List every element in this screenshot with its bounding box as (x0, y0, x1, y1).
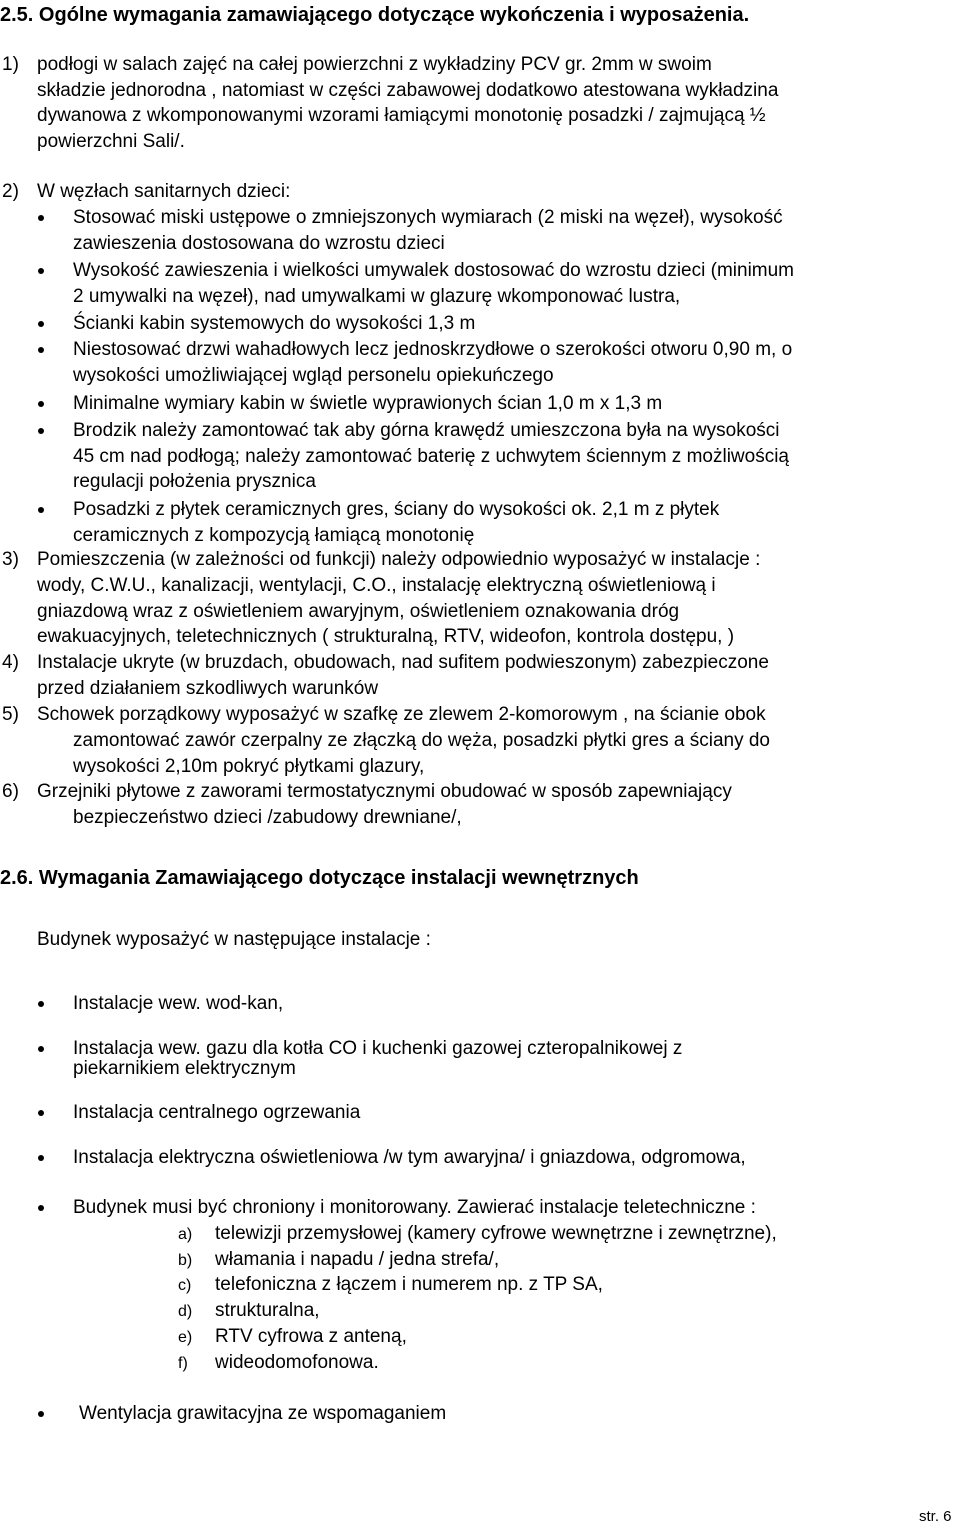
bullet-icon (38, 347, 44, 353)
bullet-icon (38, 1001, 44, 1007)
bullet-icon (38, 215, 44, 221)
sub-item-text: włamania i napadu / jedna strefa/, (215, 1249, 500, 1270)
sub-item-letter: a) (178, 1226, 193, 1243)
sub-item-letter: f) (178, 1355, 188, 1372)
item3-line-2: wody, C.W.U., kanalizacji, wentylacji, C.O., instalację elektryczną oświetleniową i (37, 575, 716, 596)
item1-line-3: dywanowa z wkomponowanymi wzorami łamiącymi monotonię posadzki / zajmującą ½ (37, 105, 766, 126)
installation-bullet-gas-line-2: piekarnikiem elektrycznym (73, 1058, 296, 1079)
item-number-5: 5) (2, 704, 19, 725)
item5-line-1: Schowek porządkowy wyposażyć w szafkę ze zlewem 2-komorowym , na ścianie obok (37, 704, 766, 725)
section-heading-2-6: 2.6. Wymagania Zamawiającego dotyczące instalacji wewnętrznych (0, 867, 639, 889)
item3-line-1: Pomieszczenia (w zależności od funkcji) należy odpowiednio wyposażyć w instalacje : (37, 549, 761, 570)
sanitary-bullet-2-line-2: 2 umywalki na węzeł), nad umywalkami w glazurę wkomponować lustra, (73, 286, 681, 307)
item3-line-3: gniazdową wraz z oświetleniem awaryjnym, oświetleniem oznakowania dróg (37, 601, 680, 622)
bullet-icon (38, 1411, 44, 1417)
installation-bullet-water: Instalacje wew. wod-kan, (73, 993, 284, 1014)
section-heading-2-5: 2.5. Ogólne wymagania zamawiającego dotyczące wykończenia i wyposażenia. (0, 4, 750, 26)
sub-item-text: strukturalna, (215, 1300, 320, 1321)
item1-line-1: podłogi w salach zajęć na całej powierzchni z wykładziny PCV gr. 2mm w swoim (37, 54, 712, 75)
item-number-3: 3) (2, 549, 19, 570)
sub-item-letter: c) (178, 1277, 192, 1294)
sanitary-bullet-6-line-3: regulacji położenia prysznica (73, 471, 316, 492)
bullet-icon (38, 428, 44, 434)
bullet-icon (38, 1110, 44, 1116)
sub-item-text: telewizji przemysłowej (kamery cyfrowe wewnętrzne i zewnętrzne), (215, 1223, 777, 1244)
sanitary-bullet-4-line-2: wysokości umożliwiającej wgląd personelu opiekuńczego (73, 365, 554, 386)
sanitary-bullet-1-line-1: Stosować miski ustępowe o zmniejszonych wymiarach (2 miski na węzeł), wysokość (73, 207, 783, 228)
sanitary-bullet-7-line-1: Posadzki z płytek ceramicznych gres, ściany do wysokości ok. 2,1 m z płytek (73, 499, 720, 520)
item1-line-4: powierzchni Sali/. (37, 131, 185, 152)
item-number-6: 6) (2, 781, 19, 802)
item-number-4: 4) (2, 652, 19, 673)
bullet-icon (38, 1046, 44, 1052)
sanitary-bullet-3-line-1: Ścianki kabin systemowych do wysokości 1,3 m (73, 313, 476, 334)
item3-line-4: ewakuacyjnych, teletechnicznych ( strukturalną, RTV, wideofon, kontrola dostępu, ) (37, 626, 735, 647)
item4-line-1: Instalacje ukryte (w bruzdach, obudowach, nad sufitem podwieszonym) zabezpieczone (37, 652, 769, 673)
page-number: str. 6 (919, 1508, 952, 1525)
item-number-1: 1) (2, 54, 19, 75)
sanitary-bullet-6-line-1: Brodzik należy zamontować tak aby górna krawędź umieszczona była na wysokości (73, 420, 780, 441)
item5-line-2: zamontować zawór czerpalny ze złączką do węża, posadzki płytki gres a ściany do (73, 730, 770, 751)
item6-line-2: bezpieczeństwo dzieci /zabudowy drewniane/, (73, 807, 462, 828)
sub-item-letter: e) (178, 1329, 193, 1346)
item6-line-1: Grzejniki płytowe z zaworami termostatycznymi obudować w sposób zapewniający (37, 781, 732, 802)
sanitary-bullet-2-line-1: Wysokość zawieszenia i wielkości umywalek dostosować do wzrostu dzieci (minimum (73, 260, 795, 281)
sanitary-bullet-7-line-2: ceramicznych z kompozycją łamiącą monotonię (73, 525, 475, 546)
installation-bullet-electrical: Instalacja elektryczna oświetleniowa /w tym awaryjna/ i gniazdowa, odgromowa, (73, 1147, 746, 1168)
installation-bullet-heating: Instalacja centralnego ogrzewania (73, 1102, 361, 1123)
installation-bullet-monitoring: Budynek musi być chroniony i monitorowany. Zawierać instalacje teletechniczne : (73, 1197, 756, 1218)
installation-bullet-gas-line-1: Instalacja wew. gazu dla kotła CO i kuchenki gazowej czteropalnikowej z (73, 1038, 683, 1059)
item2-title: W węzłach sanitarnych dzieci: (37, 181, 291, 202)
item-number-2: 2) (2, 181, 19, 202)
installation-bullet-ventilation: Wentylacja grawitacyjna ze wspomaganiem (79, 1403, 447, 1424)
item4-line-2: przed działaniem szkodliwych warunków (37, 678, 379, 699)
sanitary-bullet-1-line-2: zawieszenia dostosowana do wzrostu dzieci (73, 233, 445, 254)
bullet-icon (38, 321, 44, 327)
sub-item-text: RTV cyfrowa z anteną, (215, 1326, 407, 1347)
bullet-icon (38, 268, 44, 274)
bullet-icon (38, 1205, 44, 1211)
installations-intro: Budynek wyposażyć w następujące instalacje : (37, 929, 431, 950)
sanitary-bullet-4-line-1: Niestosować drzwi wahadłowych lecz jednoskrzydłowe o szerokości otworu 0,90 m, o (73, 339, 793, 360)
bullet-icon (38, 507, 44, 513)
item1-line-2: składzie jednorodna , natomiast w części zabawowej dodatkowo atestowana wykładzina (37, 80, 779, 101)
bullet-icon (38, 1155, 44, 1161)
item5-line-3: wysokości 2,10m pokryć płytkami glazury, (73, 756, 425, 777)
sanitary-bullet-6-line-2: 45 cm nad podłogą; należy zamontować baterię z uchwytem ściennym z możliwością (73, 446, 789, 467)
sanitary-bullet-5-line-1: Minimalne wymiary kabin w świetle wyprawionych ścian 1,0 m x 1,3 m (73, 393, 663, 414)
sub-item-letter: d) (178, 1303, 193, 1320)
sub-item-text: telefoniczna z łączem i numerem np. z TP SA, (215, 1274, 603, 1295)
bullet-icon (38, 401, 44, 407)
sub-item-text: wideodomofonowa. (215, 1352, 379, 1373)
sub-item-letter: b) (178, 1252, 193, 1269)
